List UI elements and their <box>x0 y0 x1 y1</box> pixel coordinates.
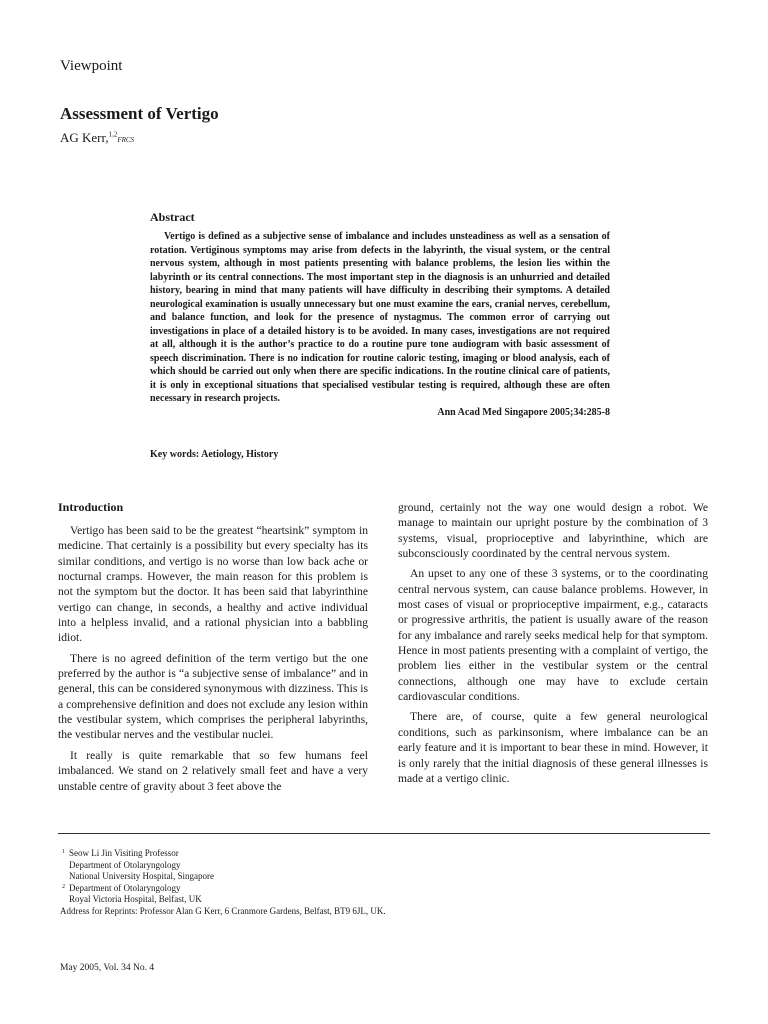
intro-heading: Introduction <box>58 500 124 514</box>
section-label: Viewpoint <box>60 58 123 74</box>
article-title: Assessment of Vertigo <box>60 104 219 123</box>
abstract-heading: Abstract <box>150 210 195 224</box>
footnote-mark: 1 <box>62 849 65 855</box>
author-name: AG Kerr, <box>60 130 109 145</box>
abstract-body: Vertigo is defined as a subjective sense of imbalance and includes unsteadiness as well as a sensation of rotation. Vertiginous symptoms may arise from defects in the labyrinth, the visual system, or the central nervous system, although in most patients presenting with balance problems, the lesion lies within the labyrinth or its central connections. The most important step in the diagnosis is an unhurried and detailed history, bearing in mind that many patients will have difficulty in describing their symptoms. A detailed neurological examination is usually unnecessary but one must examine the ears, cranial nerves, cerebellum, and balance function, and look for the presence of nystagmus. The common error of carrying out investigations in place of a detailed history is to be avoided. In many cases, investigations are not required at all, although it is the author’s practice to do a routine pure tone audiogram with basic assessment of speech discrimination. There is no indication for routine caloric testing, imaging or blood analysis, each of which should be carried out only when there are specific indications. In the routine clinical care of patients, it is only in exceptional situations that specialised vestibular testing is required, although these are often necessary in research projects. <box>150 231 610 404</box>
footnote-line: Department of Otolaryngology <box>69 882 181 893</box>
footnotes <box>60 848 386 917</box>
footnote-line: Royal Victoria Hospital, Belfast, UK <box>69 894 202 904</box>
body-paragraph: Vertigo has been said to be the greatest “heartsink” symptom in medicine. That certainly is a possibility but every specialty has its similar conditions, and vertigo is no worse than low back ache or nocturnal cramps. However, the main reason for this problem is not the symptom but the doctor. It has been said that labyrinthine vertigo can change, in seconds, a healthy and active individual into a helpless invalid, and a rational physician into a babbling idiot. <box>58 524 368 645</box>
footnote-mark: 2 <box>62 883 65 890</box>
body-paragraph: There is no agreed definition of the term vertigo but the one preferred by the author is “a subjective sense of imbalance” and in general, this can be considered synonymous with dizziness. This is a comprehensive definition and does not exclude any lesion within the vestibular system, which comprises the peripheral labyrinths, the vestibular nerves and the vestibular nuclei. <box>58 651 368 742</box>
keywords: Key words: Aetiology, History <box>150 449 279 460</box>
author-affiliation: 1,2 <box>108 130 118 139</box>
body-paragraph: An upset to any one of these 3 systems, or to the coordinating central nervous system, can cause balance problems. However, in most cases of visual or proprioceptive impairment, e.g., cataracts or progressive arthritis, the patient is usually aware of the reason for any imbalance and rarely seeks medical help for that symptom. Hence in most patients presenting with a complaint of vertigo, the problem lies either in the vestibular system or the central connections, although one may have to exclude certain cardiovascular conditions. <box>398 567 708 704</box>
author-line <box>60 130 134 146</box>
footnote-divider <box>58 833 710 834</box>
body-paragraph: There are, of course, quite a few general neurological conditions, such as parkinsonism, where imbalance can be an early feature and it is important to bear these in mind. However, it is only rarely that the initial diagnosis of these general illnesses is made at a vertigo clinic. <box>398 710 708 785</box>
body-paragraph: It really is quite remarkable that so few humans feel imbalanced. We stand on 2 relatively small feet and have a very unstable centre of gravity about 3 feet above the <box>58 748 368 793</box>
author-degree: FRCS <box>117 136 135 144</box>
reprint-address: Address for Reprints: Professor Alan G Kerr, 6 Cranmore Gardens, Belfast, BT9 6JL, UK. <box>60 905 386 916</box>
left-column <box>58 500 368 799</box>
footnote-line: National University Hospital, Singapore <box>69 871 214 881</box>
footnote-1 <box>60 848 386 860</box>
footnote-line: Department of Otolaryngology <box>69 859 181 870</box>
footnote-line: Seow Li Jin Visiting Professor <box>69 848 179 858</box>
abstract <box>150 210 610 419</box>
body-paragraph: ground, certainly not the way one would design a robot. We manage to maintain our upright posture by the combination of 3 systems, visual, proprioceptive and labyrinthine, which are subconsciously coordinated by the central nervous system. <box>398 501 708 561</box>
citation: Ann Acad Med Singapore 2005;34:285-8 <box>437 406 610 418</box>
footnote-2 <box>60 883 386 895</box>
right-column <box>398 500 708 791</box>
page-footer: May 2005, Vol. 34 No. 4 <box>60 963 155 973</box>
